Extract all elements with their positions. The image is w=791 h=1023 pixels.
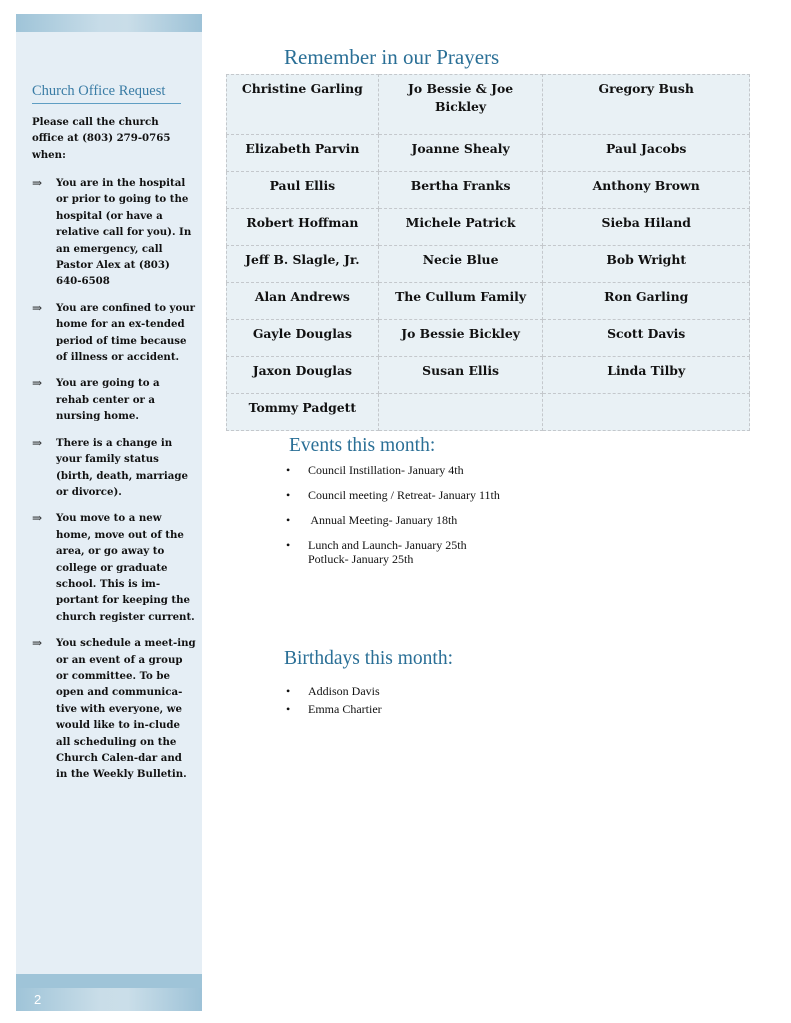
prayer-name-cell: Jaxon Douglas — [227, 357, 379, 394]
event-item — [284, 488, 584, 502]
bullet-icon: • — [286, 513, 291, 527]
sidebar-list-item — [26, 435, 196, 501]
double-right-arrow-icon: ⇒ — [32, 511, 43, 526]
sidebar-item-text: You move to a new home, move out of the area, or go away to college or graduate school. This is im-portant for keeping the church register current. — [56, 512, 195, 623]
prayer-row — [227, 357, 750, 394]
birthdays-title: Birthdays this month: — [284, 648, 454, 669]
prayer-name-cell: Tommy Padgett — [227, 394, 379, 431]
event-text-line2: Potluck- January 25th — [308, 552, 414, 566]
sidebar-item-text: You are in the hospital or prior to going to the hospital (or have a relative call for you). In an emergency, call Pastor Alex at (803) 640-6508 — [56, 177, 192, 288]
sidebar-list-item — [26, 635, 196, 783]
birthday-item — [284, 682, 584, 700]
sidebar-list-item — [26, 375, 196, 424]
double-right-arrow-icon: ⇒ — [32, 176, 43, 190]
double-right-arrow-icon: ⇒ — [32, 636, 43, 651]
prayer-name-cell: Sieba Hiland — [543, 209, 750, 246]
sidebar-list — [26, 175, 196, 793]
prayers-title: Remember in our Prayers — [284, 45, 500, 69]
prayer-row — [227, 135, 750, 172]
prayer-name-cell: Joanne Shealy — [378, 135, 543, 172]
sidebar-footer-bar — [16, 974, 202, 1011]
prayer-name-cell: Linda Tilby — [543, 357, 750, 394]
event-text: Lunch and Launch- January 25th — [308, 538, 467, 552]
prayer-name-cell: Bertha Franks — [378, 172, 543, 209]
sidebar-intro: Please call the church office at (803) 279-0765 when: — [32, 116, 171, 161]
prayer-name-cell: Ron Garling — [543, 283, 750, 320]
page-number: 2 — [34, 992, 42, 1007]
footer-bar-gradient — [16, 988, 202, 1011]
event-item — [284, 538, 584, 566]
sidebar-list-item — [26, 175, 196, 290]
sidebar-item-text: You are going to a rehab center or a nursing home. — [56, 377, 160, 423]
prayer-name-cell: Paul Jacobs — [543, 135, 750, 172]
birthday-item — [284, 700, 584, 718]
sidebar-top-bar — [16, 14, 202, 32]
prayer-name-cell: Susan Ellis — [378, 357, 543, 394]
prayer-name-cell: Necie Blue — [378, 246, 543, 283]
prayer-name-cell — [378, 394, 543, 431]
event-item — [284, 513, 584, 527]
prayer-name-cell: Gregory Bush — [543, 75, 750, 135]
events-list — [284, 463, 584, 577]
prayer-name-cell: Christine Garling — [227, 75, 379, 135]
birthday-name: Addison Davis — [308, 684, 380, 698]
events-title: Events this month: — [289, 435, 436, 456]
bullet-icon: • — [286, 702, 291, 716]
sidebar-panel — [16, 14, 202, 1011]
prayer-name-cell: Paul Ellis — [227, 172, 379, 209]
prayers-table — [226, 74, 750, 431]
prayer-name-cell: Bob Wright — [543, 246, 750, 283]
event-text: Council Instillation- January 4th — [308, 463, 464, 477]
sidebar-list-item — [26, 510, 196, 625]
bullet-icon: • — [286, 684, 291, 698]
event-text: Council meeting / Retreat- January 11th — [308, 488, 500, 502]
prayer-name-cell: Elizabeth Parvin — [227, 135, 379, 172]
prayer-name-cell: Gayle Douglas — [227, 320, 379, 357]
prayer-name-cell: The Cullum Family — [378, 283, 543, 320]
birthday-name: Emma Chartier — [308, 702, 382, 716]
bullet-icon: • — [286, 463, 291, 477]
double-right-arrow-icon: ⇒ — [32, 435, 43, 450]
prayer-name-cell — [543, 394, 750, 431]
prayer-name-cell: Jo Bessie Bickley — [378, 320, 543, 357]
sidebar-title: Church Office Request — [32, 83, 181, 104]
prayer-row — [227, 172, 750, 209]
prayer-name-cell: Scott Davis — [543, 320, 750, 357]
prayer-row — [227, 75, 750, 135]
prayer-row — [227, 209, 750, 246]
bullet-icon: • — [286, 488, 291, 502]
double-right-arrow-icon: ⇒ — [32, 376, 43, 391]
sidebar-item-text: There is a change in your family status (birth, death, marriage or divorce). — [56, 436, 188, 498]
prayer-name-cell: Jo Bessie & Joe Bickley — [378, 75, 543, 135]
prayer-name-cell: Jeff B. Slagle, Jr. — [227, 246, 379, 283]
prayer-name-cell: Michele Patrick — [378, 209, 543, 246]
event-item — [284, 463, 584, 477]
prayer-row — [227, 394, 750, 431]
prayer-name-cell: Robert Hoffman — [227, 209, 379, 246]
prayer-name-cell: Alan Andrews — [227, 283, 379, 320]
bullet-icon: • — [286, 538, 291, 552]
birthdays-list — [284, 682, 584, 718]
sidebar-list-item — [26, 300, 196, 366]
double-right-arrow-icon: ⇒ — [32, 300, 43, 315]
prayer-row — [227, 246, 750, 283]
prayer-row — [227, 283, 750, 320]
prayer-row — [227, 320, 750, 357]
event-text: Annual Meeting- January 18th — [308, 513, 458, 527]
prayer-name-cell: Anthony Brown — [543, 172, 750, 209]
sidebar-item-text: You are confined to your home for an ex-tended period of time because of illness or accident. — [56, 301, 196, 364]
sidebar-item-text: You schedule a meet-ing or an event of a group or committee. To be open and communica-tive with everyone, we would like to in-clude all scheduling on the Church Calen-dar and in the Weekly Bulletin. — [56, 637, 196, 781]
